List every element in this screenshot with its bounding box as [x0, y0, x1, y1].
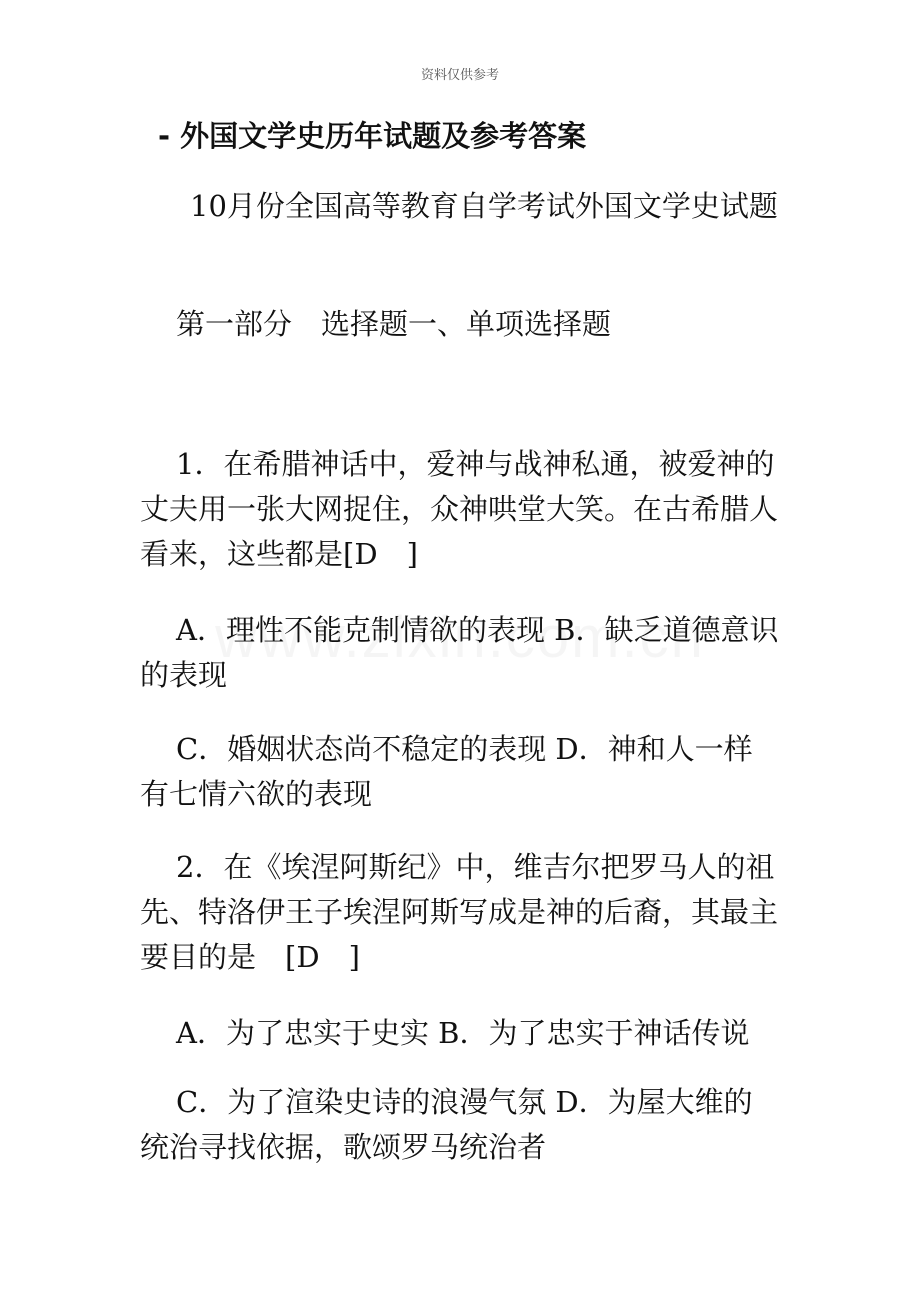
- question-2-stem: 2．在《埃涅阿斯纪》中，维吉尔把罗马人的祖先、特洛伊王子埃涅阿斯写成是神的后裔，其最主要目的是 [D ]: [140, 850, 779, 974]
- part-heading: 第一部分 选择题一、单项选择题: [176, 307, 612, 341]
- question-2-options-ab: A．为了忠实于史实 B．为了忠实于神话传说: [176, 1016, 750, 1050]
- header-note: 资料仅供参考: [420, 68, 499, 83]
- question-1-stem: 1．在希腊神话中，爱神与战神私通，被爱神的丈夫用一张大网捉住，众神哄堂大笑。在古希腊人看来，这些都是[D ]: [140, 447, 779, 571]
- question-2-options-cd: C．为了渲染史诗的浪漫气氛 D．为屋大维的统治寻找依据，歌颂罗马统治者: [140, 1085, 753, 1164]
- question-1-options-ab: A．理性不能克制情欲的表现 B．缺乏道德意识的表现: [140, 613, 779, 692]
- exam-subtitle: 10月份全国高等教育自学考试外国文学史试题: [190, 189, 778, 223]
- document-title: - 外国文学史历年试题及参考答案: [158, 119, 587, 153]
- question-1-options-cd: C．婚姻状态尚不稳定的表现 D．神和人一样有七情六欲的表现: [140, 732, 753, 811]
